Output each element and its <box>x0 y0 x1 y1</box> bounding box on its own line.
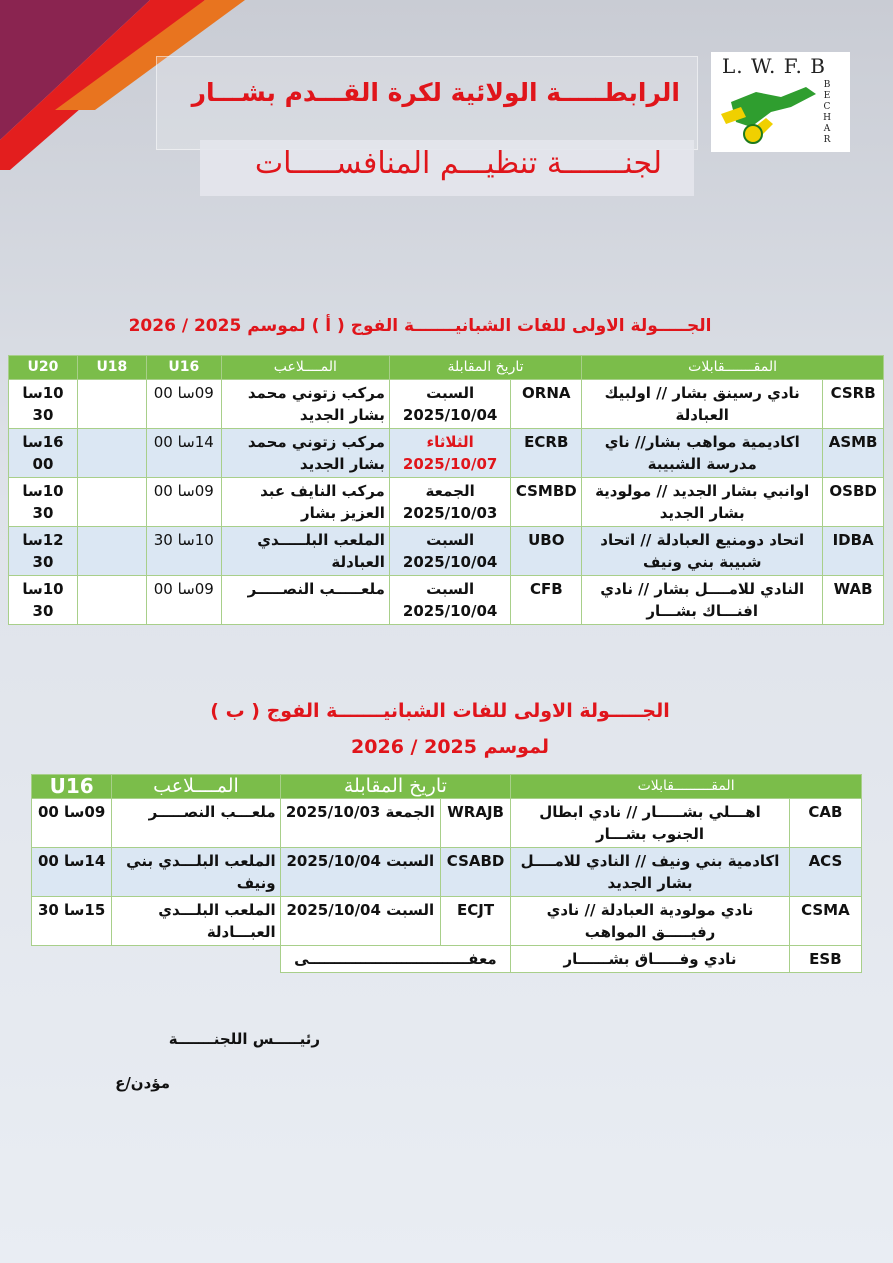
u20-time: 12سا 30 <box>9 527 78 576</box>
away-code: WRAJB <box>441 799 511 848</box>
col-date: تاريخ المقابلة <box>389 356 581 380</box>
u16-time: 14سا 00 <box>146 429 221 478</box>
away-code: CSMBD <box>511 478 582 527</box>
home-code: WAB <box>823 576 884 625</box>
col-matches: المقـــــــقابلات <box>582 356 884 380</box>
section-a-heading: الجـــــولة الاولى للفات الشبانيـــــــة الفوج ( أ ) لموسم 2025 / 2026 <box>128 316 712 336</box>
section-b-heading: الجـــــولة الاولى للفات الشبانيـــــــة الفوج ( ب ) <box>210 700 670 722</box>
stadium-cell: الملعب البلـــــدي العبادلة <box>221 527 389 576</box>
u20-time: 10سا 30 <box>9 380 78 429</box>
match-cell: اهـــلي بشـــــار // نادي ابطال الجنوب بشـــار <box>511 799 790 848</box>
table-row <box>9 527 884 576</box>
col-u20: U20 <box>9 356 78 380</box>
stadium-cell: مركب زتوني محمد بشار الجديد <box>221 380 389 429</box>
match-cell: اوانبي بشار الجديد // مولودية بشار الجديد <box>582 478 823 527</box>
u20-time: 10سا 30 <box>9 576 78 625</box>
away-code: UBO <box>511 527 582 576</box>
col-date: تاريخ المقابلة <box>280 775 511 799</box>
date-cell: السبت 2025/10/04 <box>389 527 511 576</box>
u20-time: 10سا 30 <box>9 478 78 527</box>
home-code: ACS <box>789 848 861 897</box>
date-cell: السبت 2025/10/04 <box>280 897 440 946</box>
home-code: IDBA <box>823 527 884 576</box>
away-code: CSABD <box>441 848 511 897</box>
empty-cell <box>112 946 280 973</box>
home-code: ASMB <box>823 429 884 478</box>
col-u16: U16 <box>32 775 112 799</box>
col-matches: المقـــــــــقابلات <box>511 775 862 799</box>
away-code: ORNA <box>511 380 582 429</box>
stadium-cell: الملعب البلـــدي بني ونيف <box>112 848 280 897</box>
away-code: CFB <box>511 576 582 625</box>
exempt-status: معفـــــــــــــــــــــــــــــــى <box>280 946 511 973</box>
u16-time: 10سا 30 <box>146 527 221 576</box>
match-cell: نادي مولودية العبادلة // نادي رفيـــــق المواهب <box>511 897 790 946</box>
col-u18: U18 <box>77 356 146 380</box>
match-cell: اكادمية بني ونيف // النادي للامــــل بشار الجديد <box>511 848 790 897</box>
logo-text: L. W. F. B <box>722 54 826 78</box>
date-cell: الثلاثاء 2025/10/07 <box>389 429 511 478</box>
table-row <box>9 429 884 478</box>
date-cell: السبت 2025/10/04 <box>389 576 511 625</box>
table-row <box>9 576 884 625</box>
stadium-cell: ملعـــــب النصـــــر <box>221 576 389 625</box>
col-stadium: المــــلاعب <box>112 775 280 799</box>
signature-label: رئيـــــس اللجنـــــــة <box>168 1030 320 1048</box>
table-row <box>32 897 862 946</box>
match-cell: نادي وفـــــاق بشــــــار <box>511 946 790 973</box>
league-title: الرابطـــــة الولائية لكرة القـــدم بشـــار <box>191 78 680 107</box>
table-row <box>9 380 884 429</box>
home-code: CSRB <box>823 380 884 429</box>
match-cell: النادي للامــــل بشار // نادي افنـــاك بشـــار <box>582 576 823 625</box>
u16-time: 15سا 30 <box>32 897 112 946</box>
date-cell: السبت 2025/10/04 <box>389 380 511 429</box>
home-code: CAB <box>789 799 861 848</box>
stadium-cell: الملعب البلـــدي العبـــادلة <box>112 897 280 946</box>
logo-side-text: B E C H A R <box>823 80 831 145</box>
date-cell: الجمعة 2025/10/03 <box>280 799 440 848</box>
table-row <box>32 799 862 848</box>
u16-time: 09سا 00 <box>146 478 221 527</box>
away-code: ECRB <box>511 429 582 478</box>
schedule-table-a <box>8 355 884 625</box>
away-code: ECJT <box>441 897 511 946</box>
section-b-season: لموسم 2025 / 2026 <box>351 736 549 758</box>
u20-time: 16سا 00 <box>9 429 78 478</box>
u16-time: 09سا 00 <box>32 799 112 848</box>
u18-time <box>77 576 146 625</box>
date-cell: السبت 2025/10/04 <box>280 848 440 897</box>
stadium-cell: مركب النايف عبد العزيز بشار <box>221 478 389 527</box>
exempt-row <box>32 946 862 973</box>
match-cell: نادي رسينق بشار // اولبيك العبادلة <box>582 380 823 429</box>
u18-time <box>77 429 146 478</box>
table-row <box>9 478 884 527</box>
u18-time <box>77 380 146 429</box>
u16-time: 14سا 00 <box>32 848 112 897</box>
match-cell: اكاديمية مواهب بشار// ناي مدرسة الشبيبة <box>582 429 823 478</box>
u16-time: 09سا 00 <box>146 576 221 625</box>
table-row <box>32 848 862 897</box>
home-code: CSMA <box>789 897 861 946</box>
u18-time <box>77 478 146 527</box>
u18-time <box>77 527 146 576</box>
match-cell: اتحاد دومنيع العبادلة // اتحاد شبيبة بني ونيف <box>582 527 823 576</box>
col-u16: U16 <box>146 356 221 380</box>
u16-time: 09سا 00 <box>146 380 221 429</box>
committee-title: لجنـــــــة تنظيـــم المنافســـــات <box>254 146 662 181</box>
stadium-cell: ملعـــب النصـــــر <box>112 799 280 848</box>
home-code: ESB <box>789 946 861 973</box>
author-initials: مؤدن/ع <box>115 1074 170 1092</box>
stadium-cell: مركب زتوني محمد بشار الجديد <box>221 429 389 478</box>
home-code: OSBD <box>823 478 884 527</box>
empty-cell <box>32 946 112 973</box>
date-cell: الجمعة 2025/10/03 <box>389 478 511 527</box>
schedule-table-b <box>31 774 862 973</box>
col-stadium: المــــلاعب <box>221 356 389 380</box>
